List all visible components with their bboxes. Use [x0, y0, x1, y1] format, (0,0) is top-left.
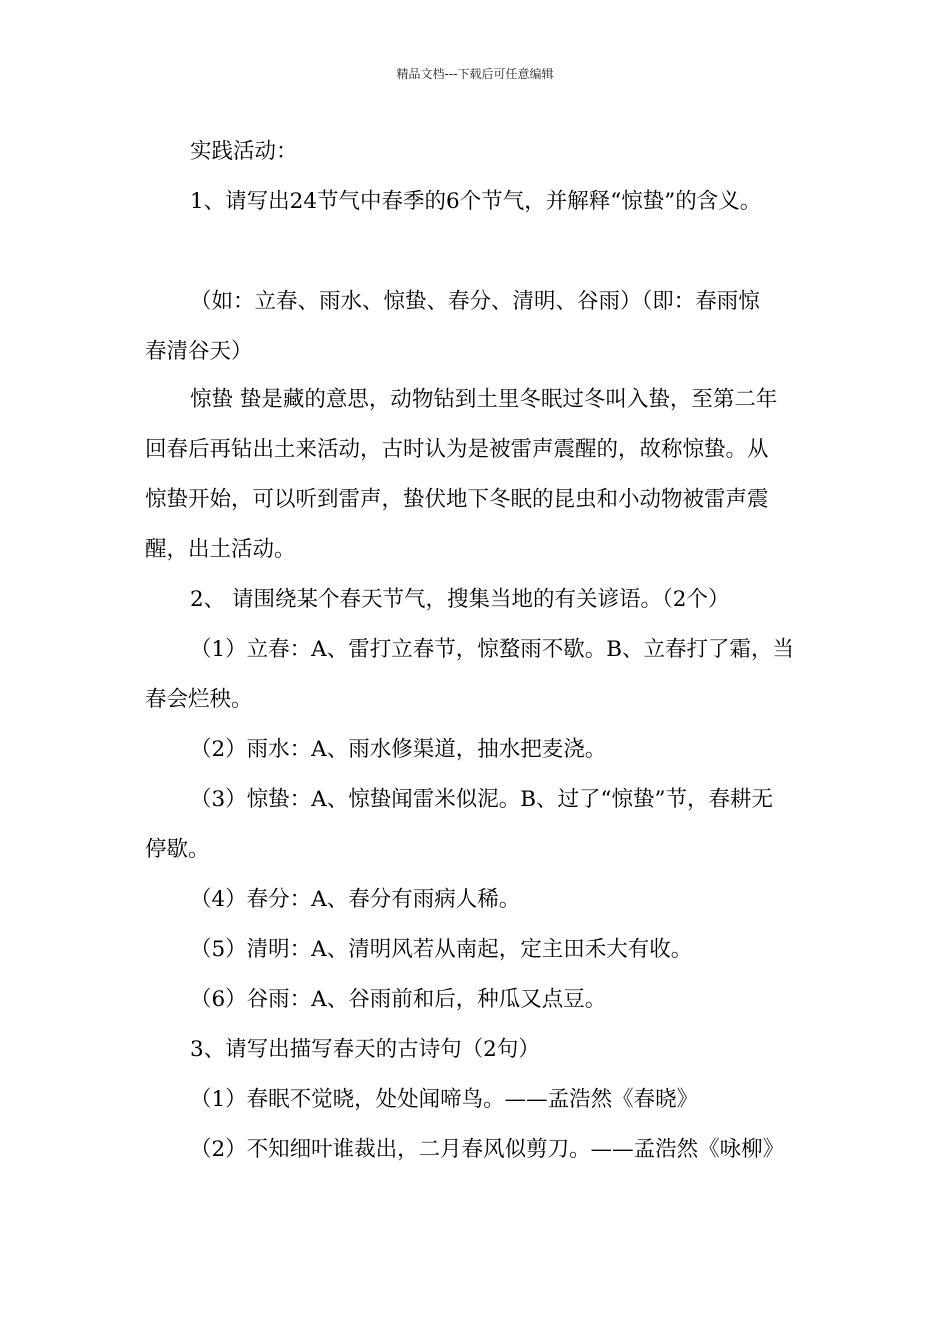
question-1: 1、请写出24节气中春季的6个节气，并解释“惊蛰”的含义。	[190, 189, 762, 214]
proverb-1-line-2: 春会烂秧。	[145, 687, 253, 712]
jingzhe-explanation-line-2: 回春后再钻出土来活动，古时认为是被雷声震醒的，故称惊蛰。从	[145, 437, 769, 462]
section-title: 实践活动：	[190, 139, 298, 164]
answer-1-line-1: （如：立春、雨水、惊蛰、春分、清明、谷雨）（即：春雨惊	[190, 289, 760, 314]
proverb-4: （4）春分：A、春分有雨病人稀。	[190, 887, 521, 912]
proverb-3-line-1: （3）惊蛰：A、惊蛰闻雷米似泥。B、过了“惊蛰”节，春耕无	[190, 787, 773, 812]
poem-2: （2）不知细叶谁裁出，二月春风似剪刀。——孟浩然《咏柳》	[190, 1137, 785, 1162]
proverb-5: （5）清明：A、清明风若从南起，定主田禾大有收。	[190, 937, 693, 962]
question-3: 3、请写出描写春天的古诗句（2句）	[190, 1037, 540, 1062]
answer-1-line-2: 春清谷天）	[145, 339, 253, 364]
proverb-1-line-1: （1）立春：A、雷打立春节，惊蝥雨不歇。B、立春打了霜，当	[190, 637, 795, 662]
poem-1: （1）春眠不觉晓，处处闻啼鸟。——孟浩然《春晓》	[190, 1087, 699, 1112]
proverb-3-line-2: 停歇。	[145, 837, 210, 862]
jingzhe-explanation-line-3: 惊蛰开始，可以听到雷声，蛰伏地下冬眠的昆虫和小动物被雷声震	[145, 487, 769, 512]
proverb-2: （2）雨水：A、雨水修渠道，抽水把麦浇。	[190, 737, 607, 762]
question-2: 2、 请围绕某个春天节气，搜集当地的有关谚语。（2个）	[190, 587, 730, 612]
jingzhe-explanation-line-1: 惊蛰 蛰是藏的意思，动物钻到土里冬眠过冬叫入蛰，至第二年	[190, 387, 778, 412]
proverb-6: （6）谷雨：A、谷雨前和后，种瓜又点豆。	[190, 987, 607, 1012]
page-header: 精品文档---下载后可任意编辑	[396, 67, 554, 81]
jingzhe-explanation-line-4: 醒，出土活动。	[145, 537, 296, 562]
